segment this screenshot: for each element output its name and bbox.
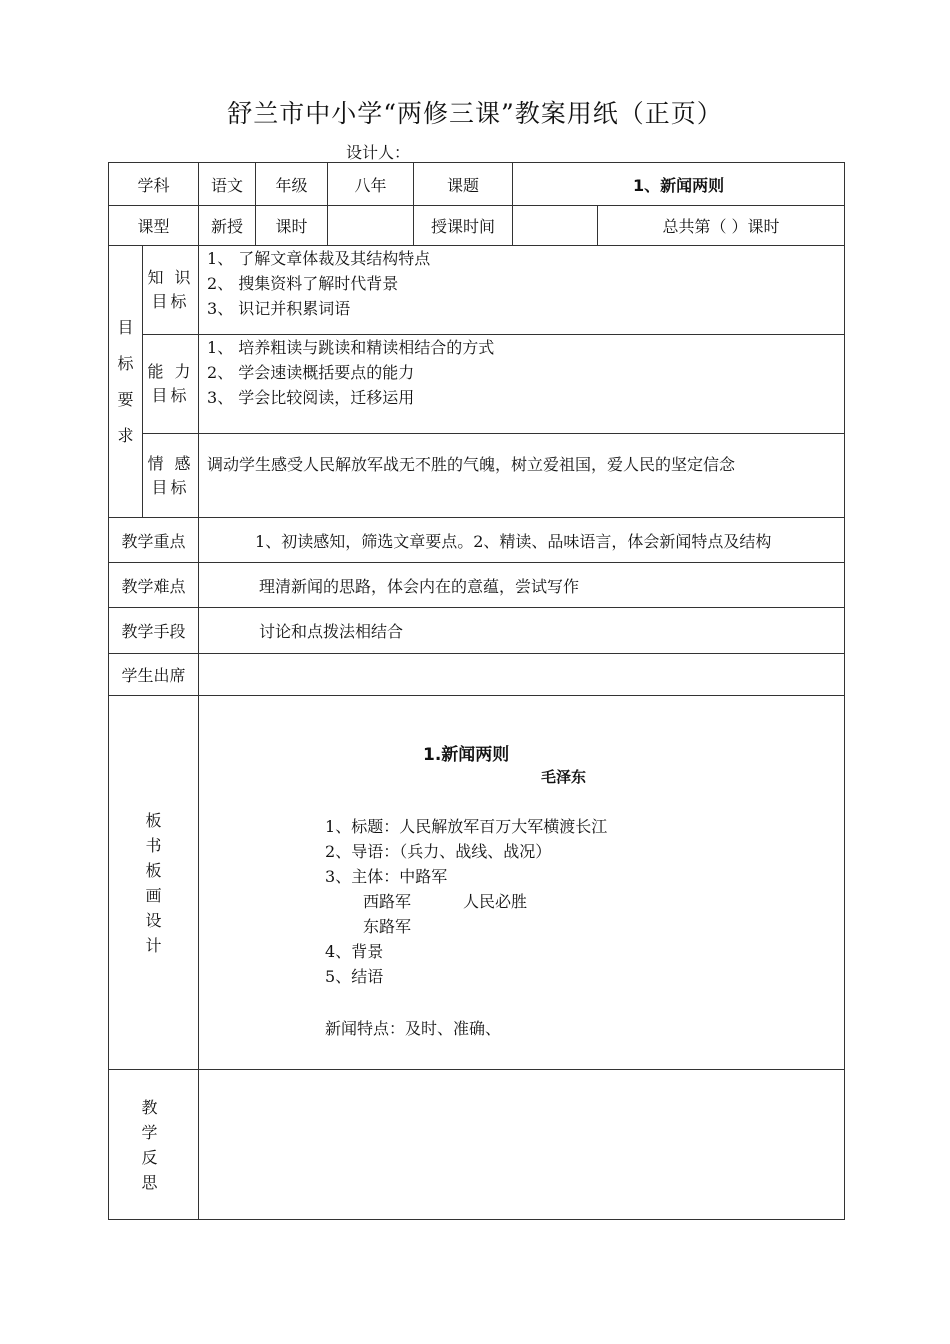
goals-side-label: 目 标 要 求	[109, 246, 143, 518]
key-points-value: 1、初读感知，筛选文章要点。2、精读、品味语言，体会新闻特点及结构	[199, 518, 845, 563]
list-item: 3、 识记并积累词语	[207, 299, 351, 318]
ability-goal-list	[199, 335, 845, 434]
total-hours-label: 总共第（ ）课时	[598, 206, 845, 246]
lesson-type-label: 课型	[109, 206, 199, 246]
topic-value: 1、新闻两则	[513, 163, 845, 206]
emotion-goal-label: 情 感 目标	[143, 434, 199, 518]
method-label: 教学手段	[109, 608, 199, 654]
list-item: 4、背景	[325, 942, 384, 961]
list-item: 东路军	[363, 917, 412, 936]
lesson-plan-table	[108, 162, 845, 1220]
board-title: 1.新闻两则	[423, 745, 510, 765]
page-title: 舒兰市中小学“两修三课”教案用纸（正页）	[227, 99, 723, 128]
list-item: 2、 学会速读概括要点的能力	[207, 363, 415, 382]
knowledge-goal-label: 知 识 目标	[143, 246, 199, 335]
list-item: 3、主体：中路军	[325, 867, 448, 886]
list-item: 西路军 人民必胜	[363, 892, 528, 911]
reflection-side-label: 教 学 反 思	[109, 1070, 199, 1220]
board-design	[199, 696, 845, 1070]
key-points-label: 教学重点	[109, 518, 199, 563]
list-item: 1、 了解文章体裁及其结构特点	[207, 249, 431, 268]
teaching-time-value	[513, 206, 598, 246]
knowledge-goal-list	[199, 246, 845, 335]
list-item: 2、导语：（兵力、战线、战况）	[325, 842, 552, 861]
reflection-content[interactable]	[199, 1070, 845, 1220]
grade-value: 八年	[328, 163, 414, 206]
teaching-time-label: 授课时间	[414, 206, 513, 246]
list-item: 5、结语	[325, 967, 384, 986]
designer-label: 设计人：	[346, 143, 411, 162]
difficulty-label: 教学难点	[109, 563, 199, 608]
ability-goal-label: 能 力 目标	[143, 335, 199, 434]
board-result: 人民必胜	[463, 892, 528, 911]
subject-label: 学科	[109, 163, 199, 206]
lesson-type-value: 新授	[199, 206, 256, 246]
list-item: 3、 学会比较阅读，迁移运用	[207, 388, 415, 407]
board-side-label: 板 书 板 画 设 计	[109, 696, 199, 1070]
method-value: 讨论和点拨法相结合	[199, 608, 845, 654]
list-item: 2、 搜集资料了解时代背景	[207, 274, 399, 293]
board-author: 毛泽东	[541, 768, 587, 786]
attendance-value	[199, 654, 845, 696]
board-outline	[325, 814, 607, 989]
board-note: 新闻特点：及时、准确、	[325, 1019, 502, 1038]
emotion-goal-text: 调动学生感受人民解放军战无不胜的气魄，树立爱祖国，爱人民的坚定信念	[199, 434, 845, 518]
difficulty-value: 理清新闻的思路，体会内在的意蕴，尝试写作	[199, 563, 845, 608]
hours-label: 课时	[256, 206, 328, 246]
topic-label: 课题	[414, 163, 513, 206]
hours-value	[328, 206, 414, 246]
subject-value: 语文	[199, 163, 256, 206]
list-item: 1、 培养粗读与跳读和精读相结合的方式	[207, 338, 495, 357]
attendance-label: 学生出席	[109, 654, 199, 696]
list-item: 1、标题：人民解放军百万大军横渡长江	[325, 817, 608, 836]
grade-label: 年级	[256, 163, 328, 206]
